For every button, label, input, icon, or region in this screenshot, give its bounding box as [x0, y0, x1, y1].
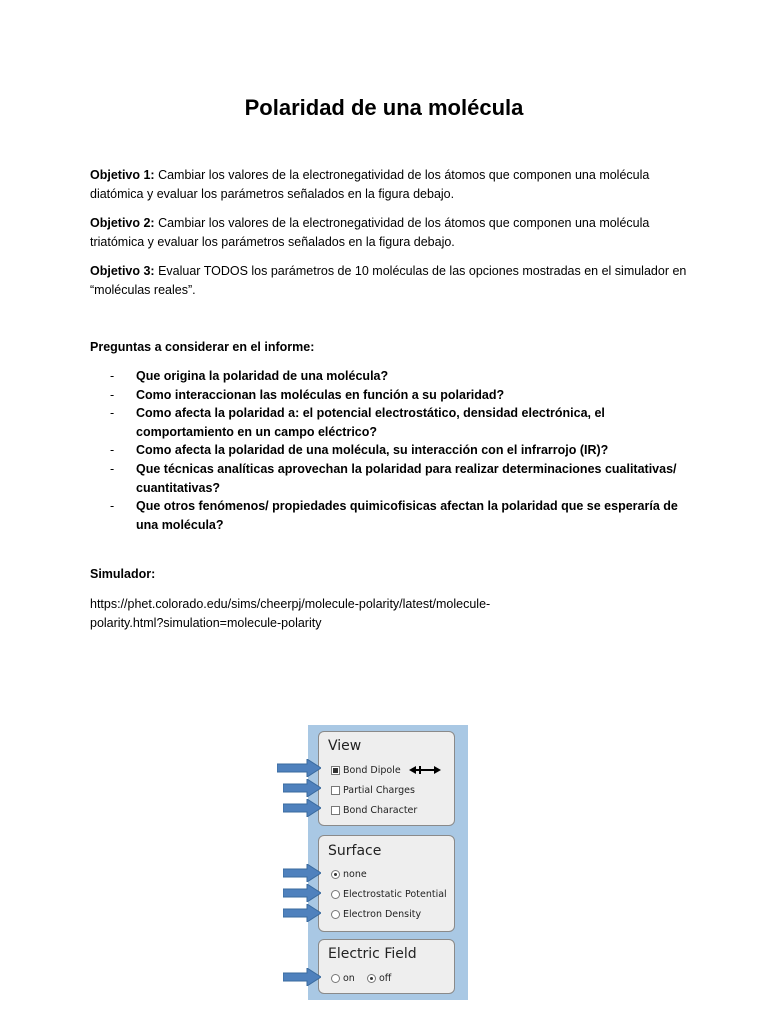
- pointer-arrow-icon: [283, 884, 321, 902]
- simulator-heading: Simulador:: [90, 567, 156, 581]
- electron-density-radio[interactable]: [331, 910, 340, 919]
- questions-heading: Preguntas a considerar en el informe:: [90, 340, 315, 354]
- surface-none-label: none: [343, 868, 367, 880]
- electric-field-off-option[interactable]: [367, 971, 391, 985]
- electric-field-title: Electric Field: [328, 946, 417, 962]
- partial-charges-label: Partial Charges: [343, 784, 415, 796]
- objective-text: Evaluar TODOS los parámetros de 10 moléculas de las opciones mostradas en el simulador en “moléculas reales”.: [90, 264, 687, 297]
- objective-text: Cambiar los valores de la electronegatividad de los átomos que componen una molécula triatómica y evaluar los parámetros señalados en la figura debajo.: [90, 216, 650, 249]
- electric-field-on-label: on: [343, 972, 355, 984]
- electrostatic-potential-option[interactable]: [331, 887, 447, 901]
- objective-3: [90, 262, 690, 300]
- surface-none-option[interactable]: [331, 867, 367, 881]
- pointer-arrow-icon: [283, 799, 321, 817]
- objective-label: Objetivo 3:: [90, 264, 155, 278]
- question-text: Como afecta la polaridad a: el potencial electrostático, densidad electrónica, el comportamiento en un campo eléctrico?: [136, 406, 605, 439]
- surface-group: [318, 835, 455, 932]
- question-text: Que origina la polaridad de una molécula?: [136, 369, 389, 383]
- objective-label: Objetivo 1:: [90, 168, 155, 182]
- electrostatic-potential-radio[interactable]: [331, 890, 340, 899]
- pointer-arrow-icon: [283, 904, 321, 922]
- bullet-dash: -: [110, 387, 115, 402]
- bullet-dash: -: [110, 369, 115, 383]
- objective-label: Objetivo 2:: [90, 216, 155, 230]
- simulator-control-panel: [308, 725, 468, 1000]
- bond-character-checkbox[interactable]: [331, 806, 340, 815]
- electric-field-on-radio[interactable]: [331, 974, 340, 983]
- simulator-link[interactable]: https://phet.colorado.edu/sims/cheerpj/molecule-polarity/latest/molecule-polarity.html?simulation=molecule-polarity: [90, 597, 491, 630]
- question-text: Como afecta la polaridad de una molécula, su interacción con el infrarrojo (IR)?: [136, 443, 609, 458]
- list-item: [110, 386, 680, 405]
- list-item: [110, 404, 680, 441]
- list-item: [110, 497, 680, 534]
- bullet-dash: -: [110, 499, 115, 514]
- pointer-arrow-icon: [283, 779, 321, 797]
- electric-field-on-option[interactable]: [331, 971, 355, 985]
- electrostatic-potential-label: Electrostatic Potential: [343, 888, 447, 900]
- questions-list: [110, 367, 680, 534]
- pointer-arrow-icon: [283, 968, 321, 986]
- electron-density-option[interactable]: [331, 907, 421, 921]
- list-item: [110, 460, 680, 497]
- electric-field-off-radio[interactable]: [367, 974, 376, 983]
- bond-character-label: Bond Character: [343, 804, 418, 816]
- bullet-dash: -: [110, 461, 115, 476]
- question-text: Que técnicas analíticas aprovechan la polaridad para realizar determinaciones cualitativas/ cuantitativas?: [136, 461, 677, 495]
- partial-charges-option[interactable]: [331, 783, 415, 797]
- electric-field-off-label: off: [379, 972, 392, 984]
- list-item: [110, 441, 680, 460]
- electric-field-group: [318, 939, 455, 994]
- surface-none-radio[interactable]: [331, 870, 340, 879]
- objective-2: [90, 214, 690, 252]
- list-item: [110, 367, 680, 386]
- bullet-dash: -: [110, 443, 115, 458]
- bullet-dash: -: [110, 406, 115, 421]
- pointer-arrow-icon: [277, 759, 321, 777]
- pointer-arrow-icon: [283, 864, 321, 882]
- objective-text: Cambiar los valores de la electronegatividad de los átomos que componen una molécula diatómica y evaluar los parámetros señalados en la figura debajo.: [90, 168, 650, 201]
- bond-dipole-checkbox[interactable]: [331, 766, 340, 775]
- bond-character-option[interactable]: [331, 803, 417, 817]
- objective-1: [90, 166, 690, 204]
- bond-dipole-option[interactable]: [331, 763, 441, 777]
- surface-title: Surface: [328, 843, 382, 859]
- view-group: [318, 731, 455, 826]
- double-arrow-icon: [409, 765, 441, 775]
- question-text: Que otros fenómenos/ propiedades quimicofisicas afectan la polaridad que se esperaría de una molécula?: [136, 499, 678, 532]
- question-text: Como interaccionan las moléculas en función a su polaridad?: [136, 387, 505, 402]
- page-title: Polaridad de una molécula: [244, 95, 524, 120]
- electron-density-label: Electron Density: [343, 908, 422, 920]
- bond-dipole-label: Bond Dipole: [343, 764, 401, 776]
- partial-charges-checkbox[interactable]: [331, 786, 340, 795]
- view-title: View: [328, 738, 362, 754]
